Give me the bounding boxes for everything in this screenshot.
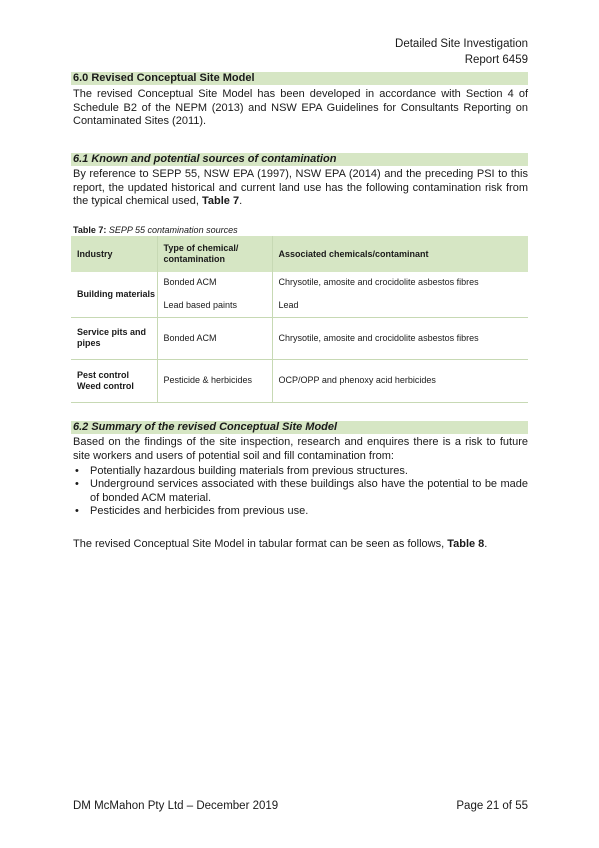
risk-bullet-list xyxy=(73,465,528,518)
type-cell: Pesticide & herbicides xyxy=(157,359,272,402)
section-6-2-body: Based on the findings of the site inspection, research and enquires there is a risk to future site workers and users of potential soil and fill contamination from: xyxy=(73,436,528,462)
industry-cell: Service pits and pipes xyxy=(71,317,157,359)
industry-cell: Pest control Weed control xyxy=(71,359,157,402)
bullet-icon: • xyxy=(75,478,79,491)
header-report-number: Report 6459 xyxy=(464,54,528,66)
table-7 xyxy=(71,236,528,403)
type-cell: Bonded ACM xyxy=(157,317,272,359)
section-6-2-heading: 6.2 Summary of the revised Conceptual Site Model xyxy=(73,421,338,433)
chemicals-cell: Chrysotile, amosite and crocidolite asbestos fibres Lead xyxy=(272,272,528,317)
column-header-type: Type of chemical/ contamination xyxy=(157,236,272,272)
header-title: Detailed Site Investigation xyxy=(395,38,528,50)
table-7-reference: Table 7 xyxy=(202,195,240,208)
bullet-icon: • xyxy=(75,465,79,477)
section-6-0-heading: 6.0 Revised Conceptual Site Model xyxy=(73,72,255,84)
chemicals-cell: OCP/OPP and phenoxy acid herbicides xyxy=(272,359,528,402)
list-item: • Underground services associated with these buildings also have the potential to be made of bonded ACM material. xyxy=(75,478,528,504)
table-row xyxy=(71,272,528,317)
table-row xyxy=(71,359,528,402)
type-cell: Bonded ACM Lead based paints xyxy=(157,272,272,317)
bullet-icon: • xyxy=(75,504,79,517)
chemicals-cell: Chrysotile, amosite and crocidolite asbestos fibres xyxy=(272,317,528,359)
list-item: • Pesticides and herbicides from previous use. xyxy=(75,504,309,517)
section-6-0-body: The revised Conceptual Site Model has been developed in accordance with Section 4 of Schedule B2 of the NEPM (2013) and NSW EPA Guidelines for Consultants Reporting on Contaminated Sites (2011). xyxy=(73,88,528,128)
section-6-1-heading: 6.1 Known and potential sources of contamination xyxy=(73,153,337,165)
table-8-reference: Table 8 xyxy=(447,538,485,550)
column-header-industry: Industry xyxy=(71,236,157,272)
section-6-1-body: By reference to SEPP 55, NSW EPA (1997), NSW EPA (2014) and the preceding PSI to this report, the updated historical and current land use has the following contamination risk from the typical chemical used, Table 7. xyxy=(73,168,528,208)
footer-company-date: DM McMahon Pty Ltd – December 2019 xyxy=(73,800,279,812)
table-header-row xyxy=(71,236,528,272)
column-header-chemicals: Associated chemicals/contaminant xyxy=(272,236,528,272)
footer-page-number: Page 21 of 55 xyxy=(456,800,528,812)
list-item: • Potentially hazardous building materials from previous structures. xyxy=(75,465,408,477)
table-7-caption: Table 7: SEPP 55 contamination sources xyxy=(73,225,238,235)
section-6-2-closing: The revised Conceptual Site Model in tabular format can be seen as follows, Table 8. xyxy=(73,538,488,550)
industry-cell: Building materials xyxy=(71,272,157,317)
table-row xyxy=(71,317,528,359)
